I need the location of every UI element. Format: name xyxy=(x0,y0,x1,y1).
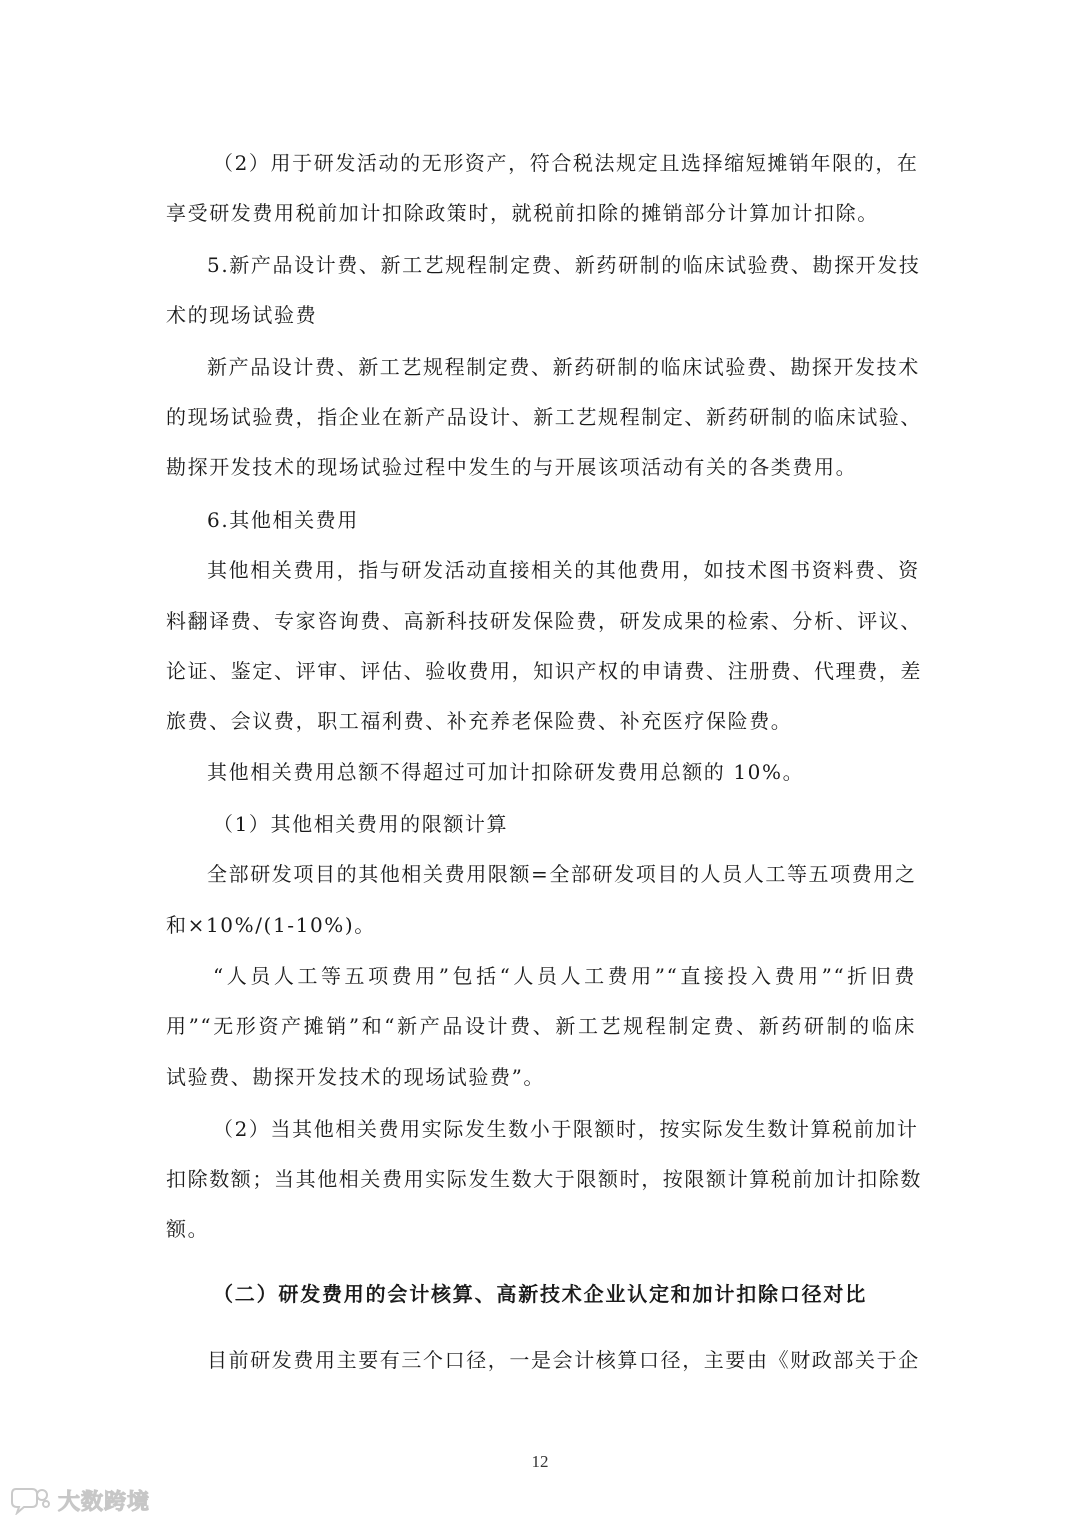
section-heading-line: 5.新产品设计费、新工艺规程制定费、新药研制的临床试验费、勘探开发技 xyxy=(207,253,921,277)
paragraph-line: 全部研发项目的其他相关费用限额=全部研发项目的人员人工等五项费用之 xyxy=(207,862,917,886)
chapter-heading: （二）研发费用的会计核算、高新技术企业认定和加计扣除口径对比 xyxy=(213,1282,867,1306)
paragraph-line: 享受研发费用税前加计扣除政策时，就税前扣除的摊销部分计算加计扣除。 xyxy=(166,201,879,225)
paragraph-line: 额。 xyxy=(166,1217,210,1241)
formula-line: 和×10%/(1-10%)。 xyxy=(166,913,376,937)
paragraph-line: （2）当其他相关费用实际发生数小于限额时，按实际发生数计算税前加计 xyxy=(213,1117,919,1141)
paragraph-line: 新产品设计费、新工艺规程制定费、新药研制的临床试验费、勘探开发技术 xyxy=(207,355,920,379)
watermark-text: 大数跨境 xyxy=(58,1489,151,1515)
paragraph-line: 料翻译费、专家咨询费、高新科技研发保险费，研发成果的检索、分析、评议、 xyxy=(166,609,922,633)
paragraph-line: 目前研发费用主要有三个口径，一是会计核算口径，主要由《财政部关于企 xyxy=(207,1348,920,1372)
paragraph-line: 论证、鉴定、评审、评估、验收费用，知识产权的申请费、注册费、代理费，差 xyxy=(166,659,922,683)
paragraph-line: 其他相关费用总额不得超过可加计扣除研发费用总额的 10%。 xyxy=(207,760,805,784)
paragraph-line: 勘探开发技术的现场试验过程中发生的与开展该项活动有关的各类费用。 xyxy=(166,455,858,479)
watermark xyxy=(10,1483,150,1517)
subsection-heading-line: （1）其他相关费用的限额计算 xyxy=(213,812,509,836)
paragraph-line: 旅费、会议费，职工福利费、补充养老保险费、补充医疗保险费。 xyxy=(166,709,793,733)
paragraph-line: 扣除数额；当其他相关费用实际发生数大于限额时，按限额计算税前加计扣除数 xyxy=(166,1167,922,1191)
paragraph-line: “人员人工等五项费用”包括“人员人工费用”“直接投入费用”“折旧费 xyxy=(213,964,916,988)
chat-bubble-logo-icon xyxy=(10,1485,50,1515)
page-number: 12 xyxy=(531,1452,549,1471)
paragraph-line: （2）用于研发活动的无形资产，符合税法规定且选择缩短摊销年限的，在 xyxy=(213,151,919,175)
paragraph-line: 的现场试验费，指企业在新产品设计、新工艺规程制定、新药研制的临床试验、 xyxy=(166,405,922,429)
section-heading-line: 6.其他相关费用 xyxy=(207,508,359,532)
paragraph-line: 其他相关费用，指与研发活动直接相关的其他费用，如技术图书资料费、资 xyxy=(207,558,920,582)
paragraph-line: 用”“无形资产摊销”和“新产品设计费、新工艺规程制定费、新药研制的临床 xyxy=(166,1014,916,1038)
section-heading-line: 术的现场试验费 xyxy=(166,303,318,327)
paragraph-line: 试验费、勘探开发技术的现场试验费”。 xyxy=(166,1065,546,1089)
